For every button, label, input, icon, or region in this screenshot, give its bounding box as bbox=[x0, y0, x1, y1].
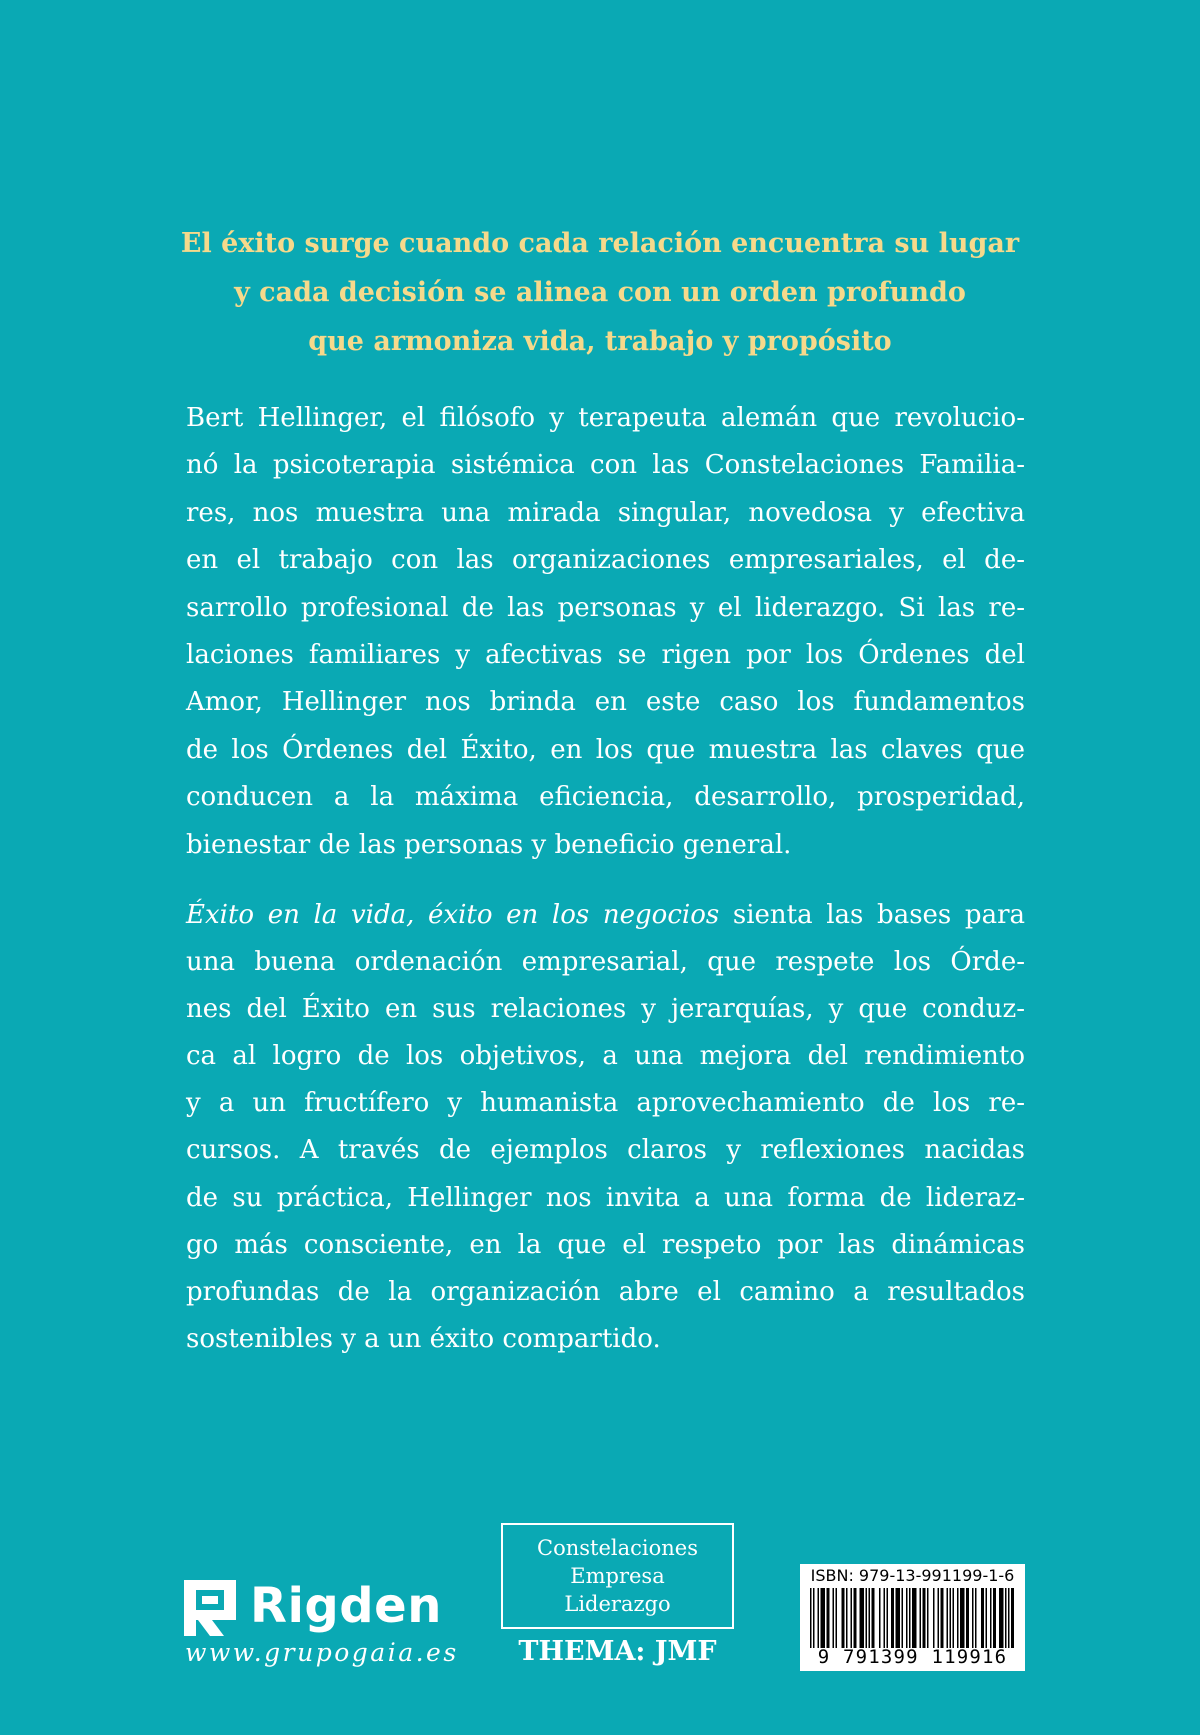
barcode-bar bbox=[827, 1588, 830, 1648]
barcode-bar bbox=[836, 1588, 838, 1648]
paragraph-line: sarrollo profesional de las personas y el liderazgo. Si las re- bbox=[186, 592, 1025, 623]
publisher-website: www.grupogaia.es bbox=[185, 1638, 459, 1667]
barcode-bar bbox=[920, 1588, 922, 1648]
paragraph-line: nó la psicoterapia sistémica con las Constelaciones Familia- bbox=[186, 450, 1025, 481]
rigden-r-icon bbox=[184, 1580, 236, 1636]
description-paragraph-1 bbox=[186, 395, 1025, 869]
barcode-bar bbox=[990, 1588, 992, 1648]
paragraph-line: bienestar de las personas y beneficio general. bbox=[186, 829, 792, 860]
book-title: Éxito en la vida, éxito en los negocios bbox=[186, 900, 720, 930]
category-box bbox=[501, 1523, 734, 1629]
barcode-bar bbox=[810, 1588, 812, 1648]
barcode-bar bbox=[993, 1588, 996, 1648]
barcode-bar bbox=[833, 1588, 835, 1648]
thema-code: THEMA: JMF bbox=[518, 1636, 717, 1667]
barcode-bar bbox=[879, 1588, 881, 1648]
barcode-bar bbox=[1011, 1588, 1014, 1648]
category-item: Constelaciones bbox=[537, 1536, 698, 1560]
barcode-bar bbox=[909, 1588, 911, 1648]
barcode-bar bbox=[933, 1588, 935, 1648]
paragraph-line: conducen a la máxima eficiencia, desarrollo, prosperidad, bbox=[186, 782, 1025, 813]
paragraph-line: una buena ordenación empresarial, que respete los Órde- bbox=[186, 947, 1025, 978]
barcode-bar bbox=[957, 1588, 959, 1648]
barcode-bars bbox=[810, 1588, 1016, 1648]
tagline bbox=[150, 219, 1050, 366]
paragraph-line: sostenibles y a un éxito compartido. bbox=[186, 1323, 661, 1354]
barcode-bar bbox=[854, 1588, 857, 1648]
barcode-bar bbox=[938, 1588, 940, 1648]
isbn-barcode bbox=[800, 1564, 1025, 1671]
paragraph-line: Bert Hellinger, el filósofo y terapeuta alemán que revolucio- bbox=[186, 403, 1025, 433]
barcode-bar bbox=[975, 1588, 977, 1648]
barcode-bar bbox=[846, 1588, 848, 1648]
barcode-bar bbox=[866, 1588, 868, 1648]
paragraph-line: de los Órdenes del Éxito, en los que muestra las claves que bbox=[186, 734, 1025, 765]
description-paragraph-2 bbox=[186, 892, 1025, 1363]
paragraph-line: de su práctica, Hellinger nos invita a una forma de lideraz- bbox=[186, 1182, 1025, 1213]
barcode-bar bbox=[953, 1588, 955, 1648]
paragraph-line: res, nos muestra una mirada singular, novedosa y efectiva bbox=[186, 497, 1025, 528]
barcode-bar bbox=[891, 1588, 894, 1648]
barcode-bar bbox=[887, 1588, 889, 1648]
barcode-bar bbox=[972, 1588, 974, 1648]
tagline-line: y cada decisión se alinea con un orden profundo bbox=[234, 277, 966, 308]
barcode-bar bbox=[842, 1588, 845, 1648]
barcode-bar bbox=[947, 1588, 949, 1648]
barcode-bar bbox=[941, 1588, 944, 1648]
paragraph-line: go más consciente, en la que el respeto por las dinámicas bbox=[186, 1229, 1025, 1260]
category-item: Empresa bbox=[570, 1564, 665, 1588]
paragraph-line bbox=[186, 892, 1025, 939]
barcode-bar bbox=[912, 1588, 917, 1648]
publisher-logo bbox=[184, 1578, 444, 1638]
barcode-bar bbox=[869, 1588, 871, 1648]
barcode-bar bbox=[960, 1588, 965, 1648]
paragraph-line: laciones familiares y afectivas se rigen por los Órdenes del bbox=[186, 640, 1025, 671]
paragraph-line: profundas de la organización abre el camino a resultados bbox=[186, 1276, 1025, 1307]
publisher-name: Rigden bbox=[250, 1578, 442, 1634]
barcode-bar bbox=[821, 1588, 826, 1648]
paragraph-line: nes del Éxito en sus relaciones y jerarquías, y que conduz- bbox=[186, 994, 1025, 1025]
barcode-bar bbox=[999, 1588, 1004, 1648]
barcode-bar bbox=[872, 1588, 875, 1648]
barcode-bar bbox=[927, 1588, 929, 1648]
barcode-bar bbox=[818, 1588, 820, 1648]
barcode-bar bbox=[950, 1588, 952, 1648]
ean-digits: 9 791399 119916 bbox=[817, 1646, 1008, 1668]
isbn-label: ISBN: 979-13-991199-1-6 bbox=[810, 1566, 1015, 1585]
tagline-line: que armoniza vida, trabajo y propósito bbox=[308, 326, 892, 357]
barcode-bar bbox=[906, 1588, 908, 1648]
paragraph-line: ca al logro de los objetivos, a una mejora del rendimiento bbox=[186, 1041, 1025, 1072]
barcode-bar bbox=[966, 1588, 969, 1648]
barcode-bar bbox=[896, 1588, 901, 1648]
barcode-bar bbox=[851, 1588, 853, 1648]
barcode-bar bbox=[981, 1588, 984, 1648]
paragraph-line: cursos. A través de ejemplos claros y reflexiones nacidas bbox=[186, 1135, 1025, 1166]
barcode-bar bbox=[1005, 1588, 1007, 1648]
barcode-bar bbox=[986, 1588, 988, 1648]
barcode-bar bbox=[884, 1588, 886, 1648]
barcode-bar bbox=[902, 1588, 904, 1648]
paragraph-line: en el trabajo con las organizaciones empresariales, el de- bbox=[186, 545, 1025, 576]
tagline-line: El éxito surge cuando cada relación encuentra su lugar bbox=[180, 228, 1020, 259]
paragraph-line-rest: sienta las bases para bbox=[719, 900, 1025, 930]
category-item: Liderazgo bbox=[564, 1592, 671, 1616]
barcode-bar bbox=[813, 1588, 815, 1648]
paragraph-line: y a un fructífero y humanista aprovechamiento de los re- bbox=[186, 1088, 1025, 1119]
barcode-bar bbox=[860, 1588, 865, 1648]
paragraph-line: Amor, Hellinger nos brinda en este caso los fundamentos bbox=[186, 687, 1025, 718]
barcode-bar bbox=[1008, 1588, 1010, 1648]
barcode-bar bbox=[923, 1588, 926, 1648]
